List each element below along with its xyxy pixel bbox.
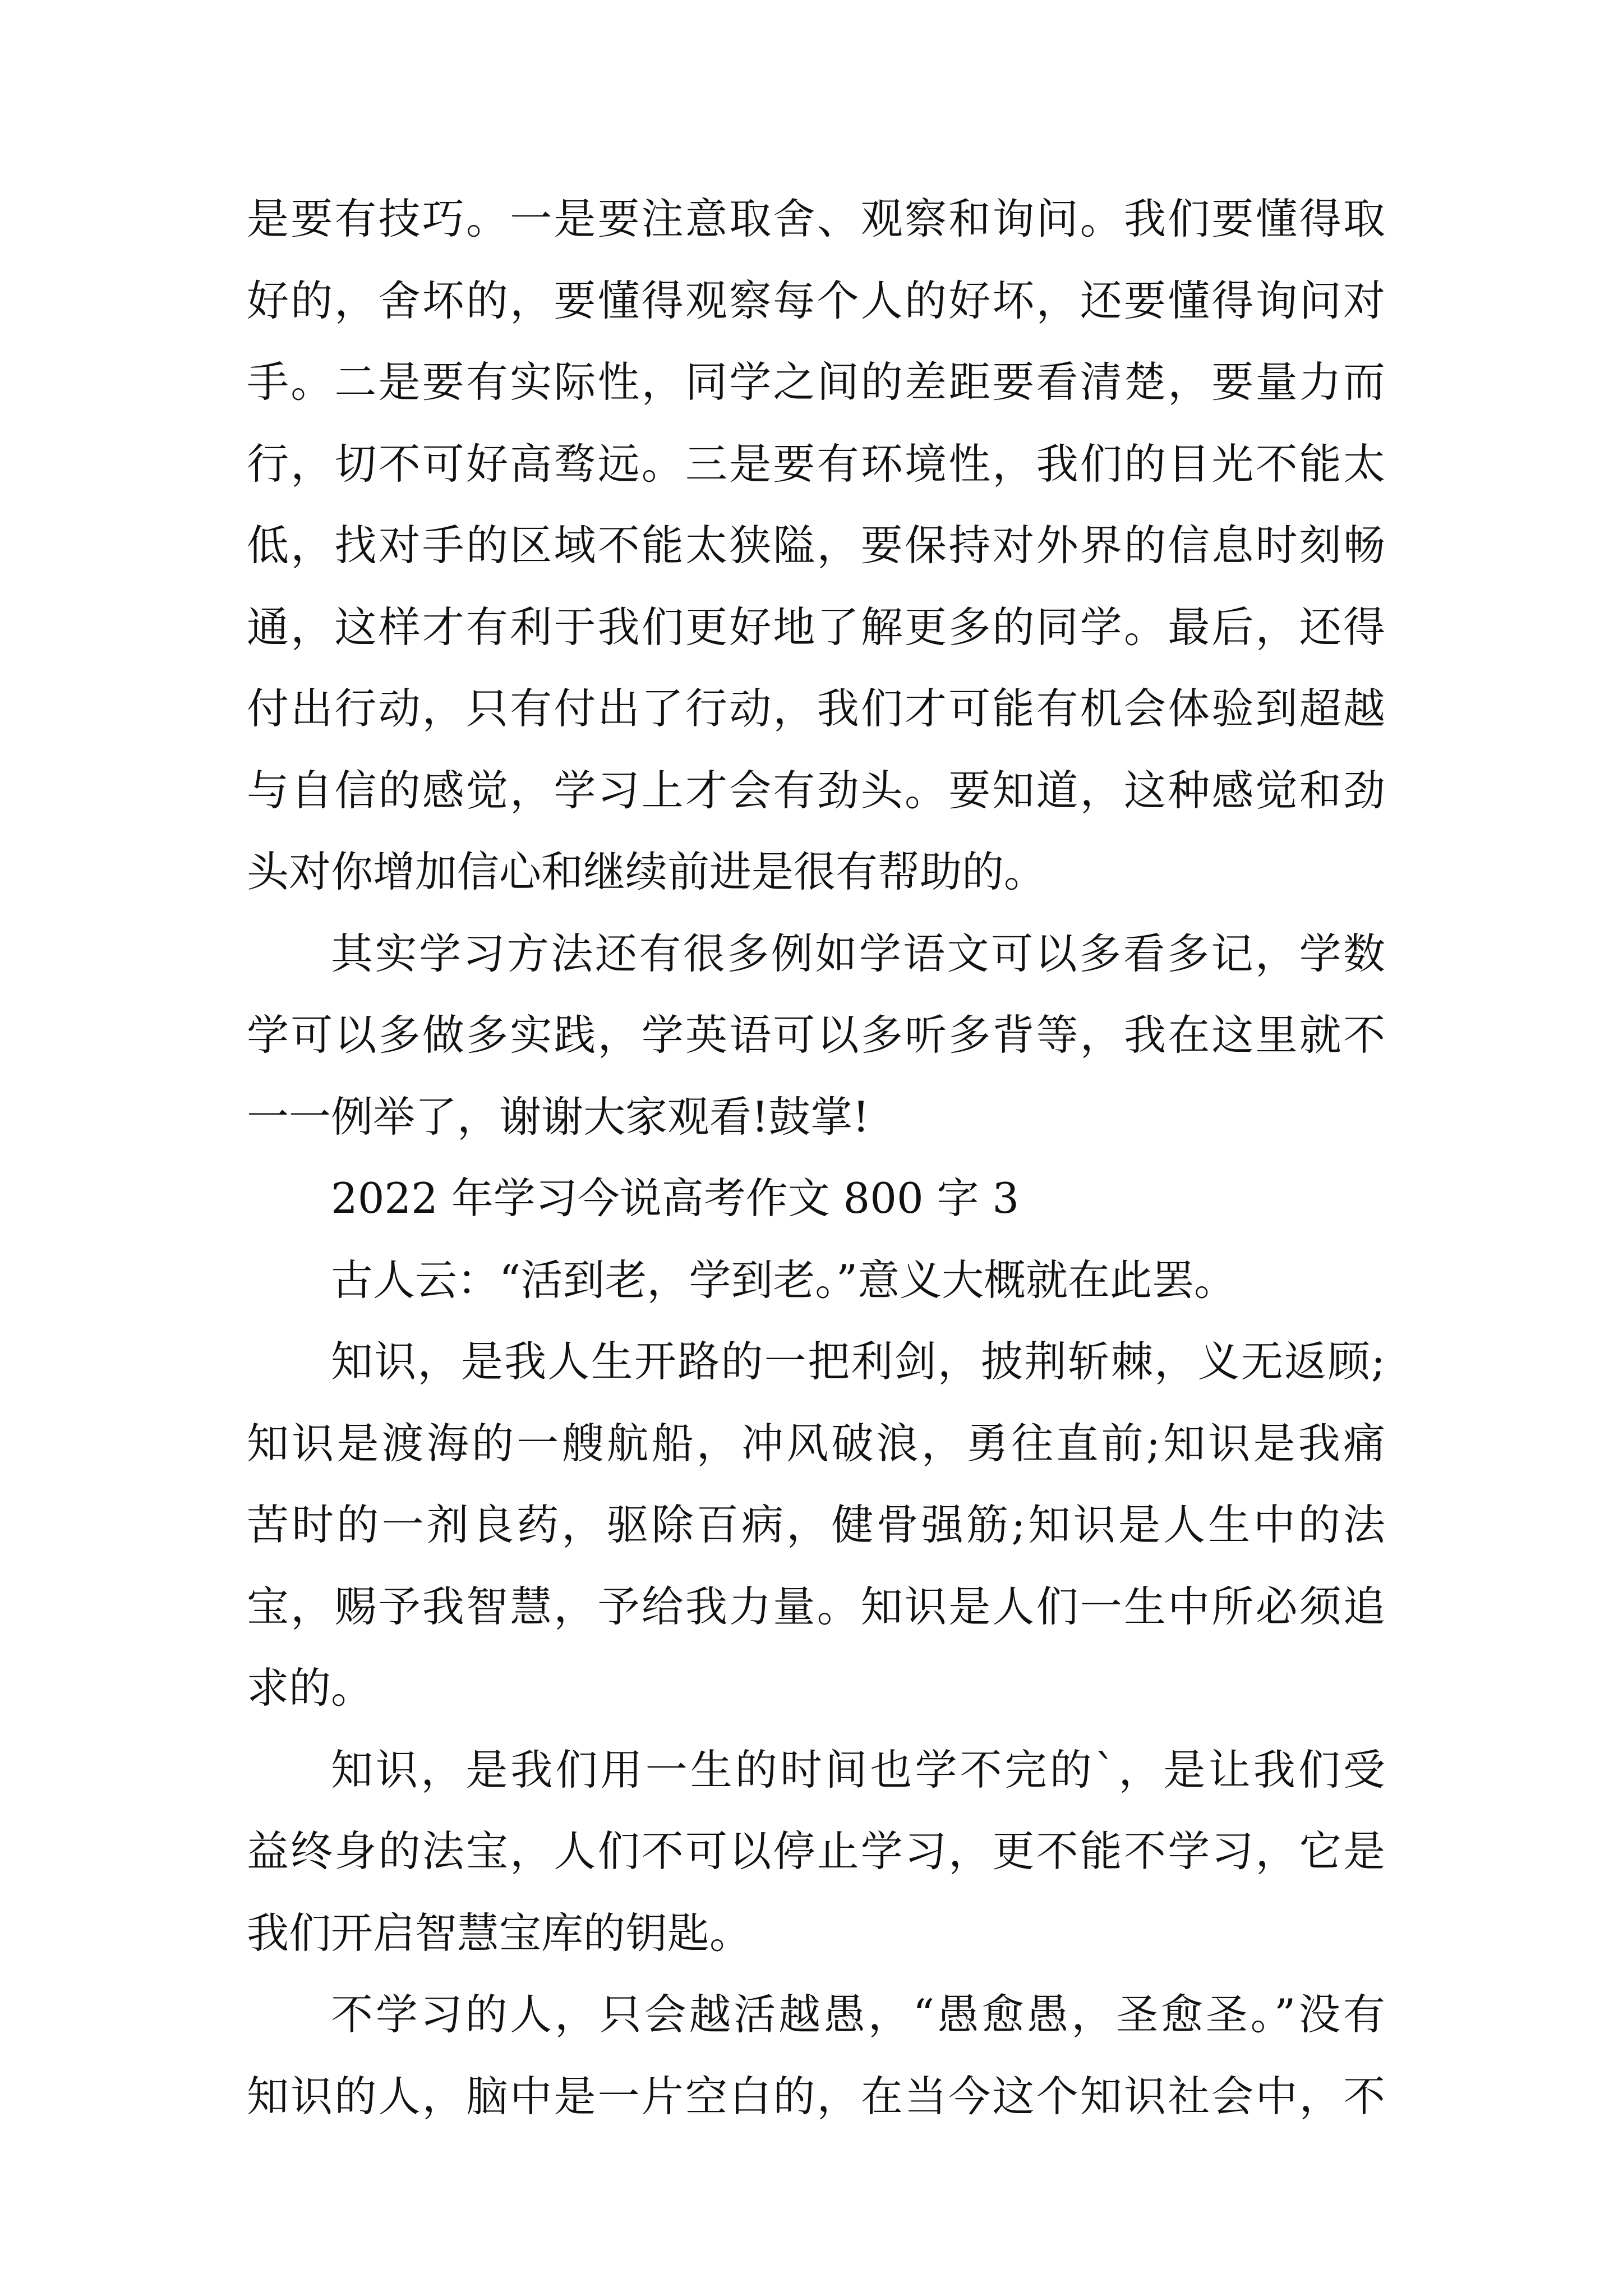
text-line: 知识的人，脑中是一片空白的，在当今这个知识社会中，不: [247, 2071, 1385, 2121]
text-line: 是要有技巧。一是要注意取舍、观察和询问。我们要懂得取: [247, 194, 1385, 243]
document-body: [247, 178, 1385, 2137]
text-line: 通，这样才有利于我们更好地了解更多的同学。最后，还得: [247, 602, 1385, 652]
text-line: 学可以多做多实践，学英语可以多听多背等，我在这里就不: [247, 1010, 1385, 1060]
text-line: 宝，赐予我智慧，予给我力量。知识是人们一生中所必须追: [247, 1581, 1385, 1631]
text-line: 低，找对手的区域不能太狭隘，要保持对外界的信息时刻畅: [247, 521, 1385, 570]
text-line: 2022 年学习今说高考作文 800 字 3: [331, 1174, 1020, 1223]
text-line: 头对你增加信心和继续前进是很有帮助的。: [247, 847, 1046, 896]
text-line: 知识，是我人生开路的一把利剑，披荆斩棘，义无返顾;: [331, 1337, 1385, 1386]
text-line: 知识是渡海的一艘航船，冲风破浪，勇往直前;知识是我痛: [247, 1418, 1385, 1468]
text-line: 一一例举了，谢谢大家观看!鼓掌!: [247, 1092, 870, 1142]
text-line: 手。二是要有实际性，同学之间的差距要看清楚，要量力而: [247, 357, 1385, 407]
text-line: 与自信的感觉，学习上才会有劲头。要知道，这种感觉和劲: [247, 765, 1385, 815]
text-line: 苦时的一剂良药，驱除百病，健骨强筋;知识是人生中的法: [247, 1500, 1385, 1549]
text-line: 古人云：“活到老，学到老。”意义大概就在此罢。: [331, 1255, 1237, 1305]
text-line: 知识，是我们用一生的时间也学不完的`，是让我们受: [331, 1745, 1385, 1795]
text-line: 求的。: [247, 1663, 374, 1713]
text-line: 行，切不可好高骛远。三是要有环境性，我们的目光不能太: [247, 439, 1385, 489]
text-line: 好的，舍坏的，要懂得观察每个人的好坏，还要懂得询问对: [247, 275, 1385, 325]
text-line: 付出行动，只有付出了行动，我们才可能有机会体验到超越: [247, 684, 1385, 733]
text-line: 其实学习方法还有很多例如学语文可以多看多记，学数: [331, 928, 1385, 978]
text-line: 我们开启智慧宝库的钥匙。: [247, 1908, 752, 1958]
text-line: 不学习的人，只会越活越愚，“愚愈愚，圣愈圣。”没有: [331, 1990, 1385, 2039]
text-line: 益终身的法宝，人们不可以停止学习，更不能不学习，它是: [247, 1826, 1385, 1876]
